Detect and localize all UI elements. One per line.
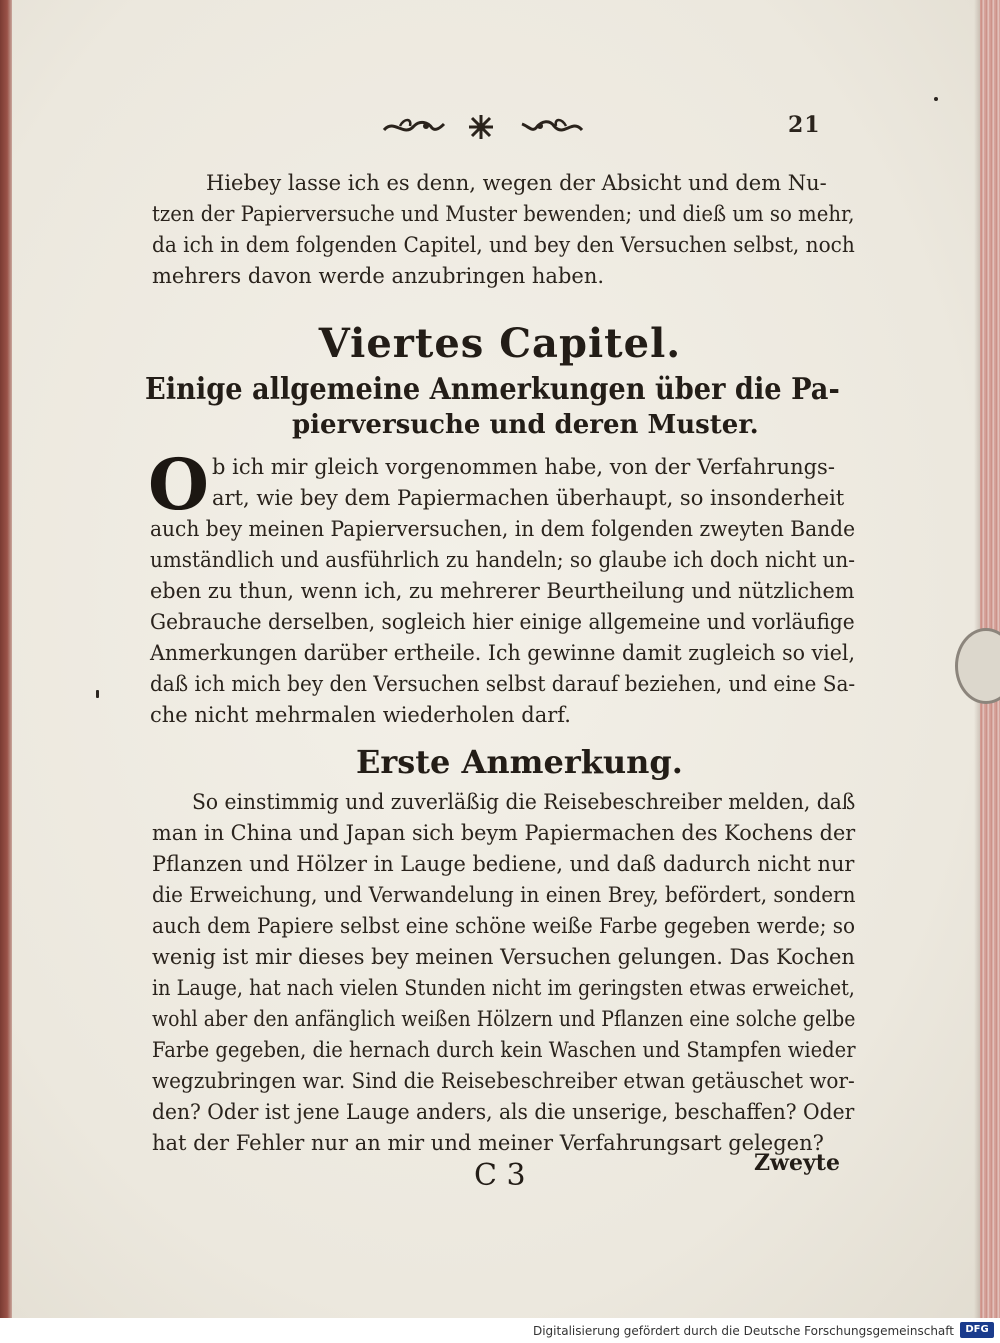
book-binding	[0, 0, 12, 1318]
section-line: man in China und Japan sich beym Papiermachen des Kochens der	[152, 821, 856, 845]
ink-speck	[934, 97, 938, 101]
drop-cap: O	[148, 443, 209, 526]
body-line: Gebrauche derselben, sogleich hier einige allgemeine und vorläufige	[150, 610, 855, 634]
intro-line: Hiebey lasse ich es denn, wegen der Absicht und dem Nu-	[206, 171, 827, 195]
page-header	[380, 112, 850, 152]
section-line: wenig ist mir dieses bey meinen Versuchen gelungen. Das Kochen	[152, 945, 855, 969]
section-line: Pflanzen und Hölzer in Lauge bediene, und daß dadurch nicht nur	[152, 852, 855, 876]
section-line: So einstimmig und zuverläßig die Reisebeschreiber melden, daß	[192, 790, 856, 814]
signature-mark: C 3	[474, 1158, 526, 1193]
digitization-footer	[0, 1318, 1000, 1343]
intro-line: tzen der Papierversuche und Muster bewenden; und dieß um so mehr,	[152, 202, 855, 226]
catchword: Zweyte	[754, 1150, 840, 1176]
section-line: wohl aber den anfänglich weißen Hölzern und Pflanzen eine solche gelbe	[152, 1007, 856, 1031]
body-line: daß ich mich bey den Versuchen selbst darauf beziehen, und eine Sa-	[150, 672, 856, 696]
body-line: eben zu thun, wenn ich, zu mehrerer Beurtheilung und nützlichem	[150, 579, 855, 603]
intro-line: da ich in dem folgenden Capitel, und bey den Versuchen selbst, noch	[152, 233, 855, 257]
ornament-right-icon	[520, 112, 586, 142]
body-line: che nicht mehrmalen wiederholen darf.	[150, 703, 571, 727]
intro-line: mehrers davon werde anzubringen haben.	[152, 264, 605, 288]
section-line: hat der Fehler nur an mir und meiner Verfahrungsart gelegen?	[152, 1131, 824, 1155]
body-line: b ich mir gleich vorgenommen habe, von der Verfahrungs-	[212, 455, 835, 479]
dfg-logo: DFG	[960, 1322, 994, 1338]
section-line: wegzubringen war. Sind die Reisebeschreiber etwan getäuschet wor-	[152, 1069, 855, 1093]
section-line: in Lauge, hat nach vielen Stunden nicht im geringsten etwas erweichet,	[152, 976, 855, 1000]
section-title: Erste Anmerkung.	[356, 743, 683, 781]
section-line: Farbe gegeben, die hernach durch kein Waschen und Stampfen wieder	[152, 1038, 856, 1062]
body-line: Anmerkungen darüber ertheile. Ich gewinne damit zugleich so viel,	[150, 641, 856, 665]
body-line: umständlich und ausführlich zu handeln; so glaube ich doch nicht un-	[150, 548, 855, 572]
section-line: die Erweichung, und Verwandelung in einen Brey, befördert, sondern	[152, 883, 856, 907]
ornament-center-icon	[466, 112, 496, 142]
page-number: 21	[788, 112, 821, 138]
chapter-subtitle-line-2: pierversuche und deren Muster.	[292, 410, 759, 440]
section-line: den? Oder ist jene Lauge anders, als die unserige, beschaffen? Oder	[152, 1100, 855, 1124]
body-line: art, wie bey dem Papiermachen überhaupt, so insonderheit	[212, 486, 845, 510]
chapter-subtitle-line-1: Einige allgemeine Anmerkungen über die Pa-	[145, 372, 840, 407]
body-line: auch bey meinen Papierversuchen, in dem folgenden zweyten Bande	[150, 517, 856, 541]
ink-speck	[96, 690, 99, 698]
chapter-title: Viertes Capitel.	[318, 320, 682, 367]
ornament-left-icon	[380, 112, 446, 142]
section-line: auch dem Papiere selbst eine schöne weiße Farbe gegeben werde; so	[152, 914, 856, 938]
funding-credit: Digitalisierung gefördert durch die Deutsche Forschungsgemeinschaft	[532, 1324, 954, 1338]
